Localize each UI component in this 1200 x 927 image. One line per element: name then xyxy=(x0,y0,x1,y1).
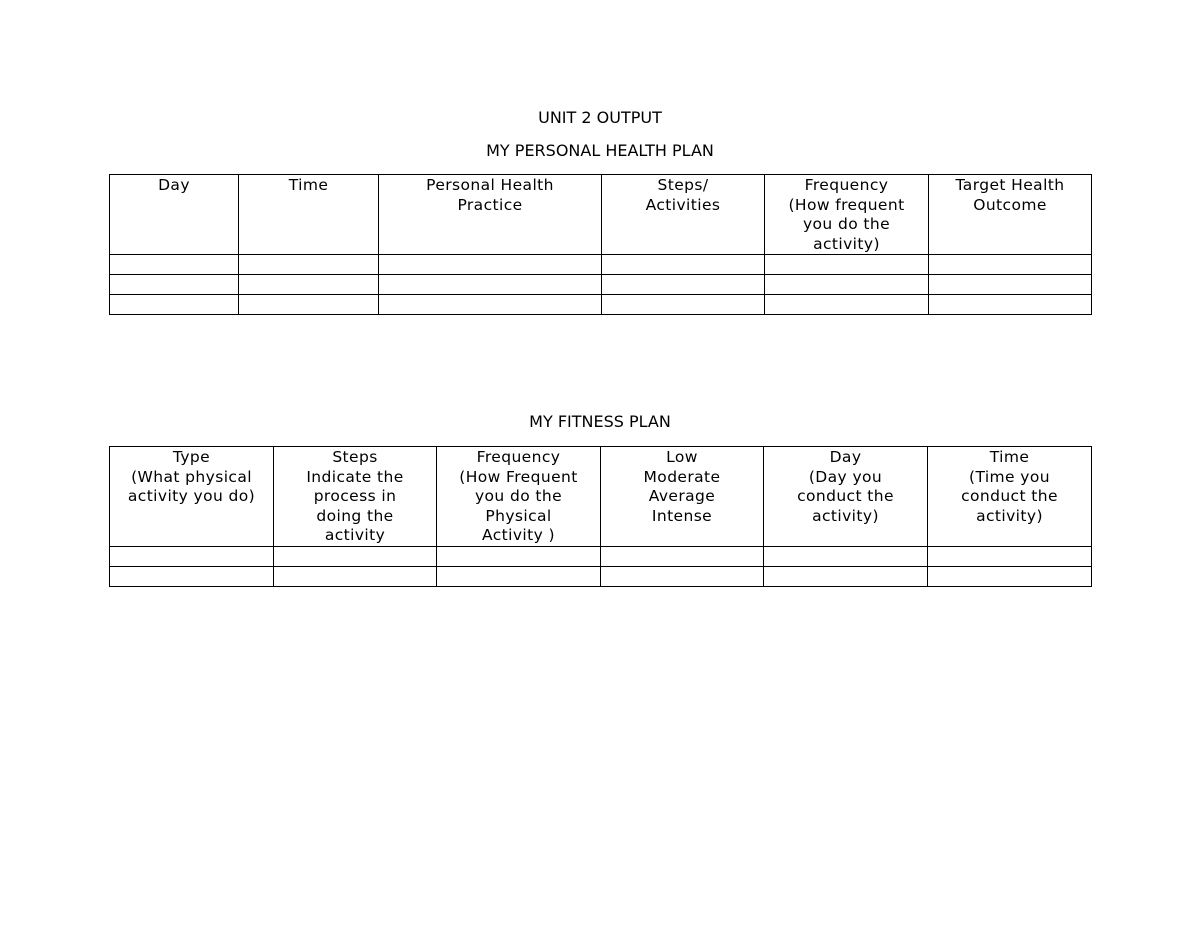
header-line: you do the xyxy=(802,215,891,234)
table-cell[interactable] xyxy=(602,295,765,315)
header-row xyxy=(110,175,1092,255)
header-line: Target Health xyxy=(955,176,1065,194)
header-line: Moderate xyxy=(643,467,721,486)
header-line: Physical xyxy=(485,506,552,525)
header-line: Personal Health xyxy=(426,176,554,194)
header-line: Steps xyxy=(332,448,378,466)
table-cell[interactable] xyxy=(601,566,764,586)
fitness-plan-header xyxy=(110,447,1092,547)
table-cell[interactable] xyxy=(110,295,239,315)
header-line: activity you do) xyxy=(127,487,256,506)
header-line: (How frequent xyxy=(788,195,905,214)
table-cell[interactable] xyxy=(110,255,239,275)
table-cell[interactable] xyxy=(928,566,1092,586)
fitness-plan-table xyxy=(109,446,1092,587)
column-header-intensity xyxy=(601,447,764,547)
table-cell[interactable] xyxy=(379,255,602,275)
header-line: (Day you xyxy=(808,467,883,486)
table-cell[interactable] xyxy=(239,255,379,275)
header-line: Activity ) xyxy=(482,526,555,545)
table-cell[interactable] xyxy=(765,295,929,315)
table-cell[interactable] xyxy=(764,566,928,586)
table-cell[interactable] xyxy=(601,546,764,566)
column-header-time xyxy=(239,175,379,255)
header-line: Day xyxy=(829,448,862,466)
header-line: Average xyxy=(648,487,716,506)
column-header-time xyxy=(928,447,1092,547)
table-cell[interactable] xyxy=(929,255,1092,275)
column-header-day xyxy=(764,447,928,547)
column-header-steps-activities xyxy=(602,175,765,255)
table-cell[interactable] xyxy=(274,546,437,566)
header-line: (How Frequent xyxy=(459,467,578,486)
health-plan-body xyxy=(110,255,1092,315)
table-cell[interactable] xyxy=(110,566,274,586)
table-cell[interactable] xyxy=(437,566,601,586)
table-cell[interactable] xyxy=(110,275,239,295)
header-line: Frequency xyxy=(804,176,889,194)
header-line: Practice xyxy=(457,195,523,214)
fitness-plan-title: MY FITNESS PLAN xyxy=(529,412,671,431)
header-line: Activities xyxy=(645,195,721,214)
header-line: (Time you xyxy=(969,467,1050,486)
unit-title: UNIT 2 OUTPUT xyxy=(538,108,662,127)
header-line: activity) xyxy=(813,234,880,253)
header-line: Frequency xyxy=(476,448,561,466)
health-plan-table xyxy=(109,174,1092,315)
table-cell[interactable] xyxy=(602,255,765,275)
header-line: activity) xyxy=(812,506,879,525)
header-line: you do the xyxy=(474,487,563,506)
table-cell[interactable] xyxy=(929,275,1092,295)
header-line: (What physical xyxy=(131,467,252,486)
column-header-type xyxy=(110,447,274,547)
header-line: activity xyxy=(324,526,386,545)
table-row xyxy=(110,275,1092,295)
table-cell[interactable] xyxy=(602,275,765,295)
table-cell[interactable] xyxy=(437,546,601,566)
fitness-plan-body xyxy=(110,546,1092,586)
header-line: conduct the xyxy=(961,487,1058,506)
table-cell[interactable] xyxy=(379,295,602,315)
header-line: Intense xyxy=(651,506,713,525)
table-row xyxy=(110,546,1092,566)
table-cell[interactable] xyxy=(379,275,602,295)
health-plan-title: MY PERSONAL HEALTH PLAN xyxy=(486,141,714,160)
header-line: conduct the xyxy=(797,487,894,506)
table-cell[interactable] xyxy=(928,546,1092,566)
table-cell[interactable] xyxy=(110,546,274,566)
header-line: Day xyxy=(158,176,190,194)
table-cell[interactable] xyxy=(929,295,1092,315)
header-line: Time xyxy=(288,176,329,194)
column-header-target-health-outcome xyxy=(929,175,1092,255)
table-cell[interactable] xyxy=(239,275,379,295)
header-line: process in xyxy=(313,487,397,506)
column-header-frequency xyxy=(437,447,601,547)
table-row xyxy=(110,566,1092,586)
header-line: Outcome xyxy=(973,195,1047,214)
table-cell[interactable] xyxy=(274,566,437,586)
table-cell[interactable] xyxy=(765,275,929,295)
header-row xyxy=(110,447,1092,547)
table-cell[interactable] xyxy=(239,295,379,315)
header-line: Type xyxy=(172,448,211,466)
table-row xyxy=(110,255,1092,275)
header-line: Low xyxy=(666,448,698,466)
table-cell[interactable] xyxy=(765,255,929,275)
column-header-steps xyxy=(274,447,437,547)
table-row xyxy=(110,295,1092,315)
health-plan-header xyxy=(110,175,1092,255)
table-cell[interactable] xyxy=(764,546,928,566)
header-line: activity) xyxy=(976,506,1043,525)
header-line: Time xyxy=(989,448,1030,466)
column-header-personal-health-practice xyxy=(379,175,602,255)
header-line: doing the xyxy=(316,506,394,525)
header-line: Steps/ xyxy=(657,176,709,194)
column-header-frequency xyxy=(765,175,929,255)
column-header-day xyxy=(110,175,239,255)
header-line: Indicate the xyxy=(306,467,404,486)
